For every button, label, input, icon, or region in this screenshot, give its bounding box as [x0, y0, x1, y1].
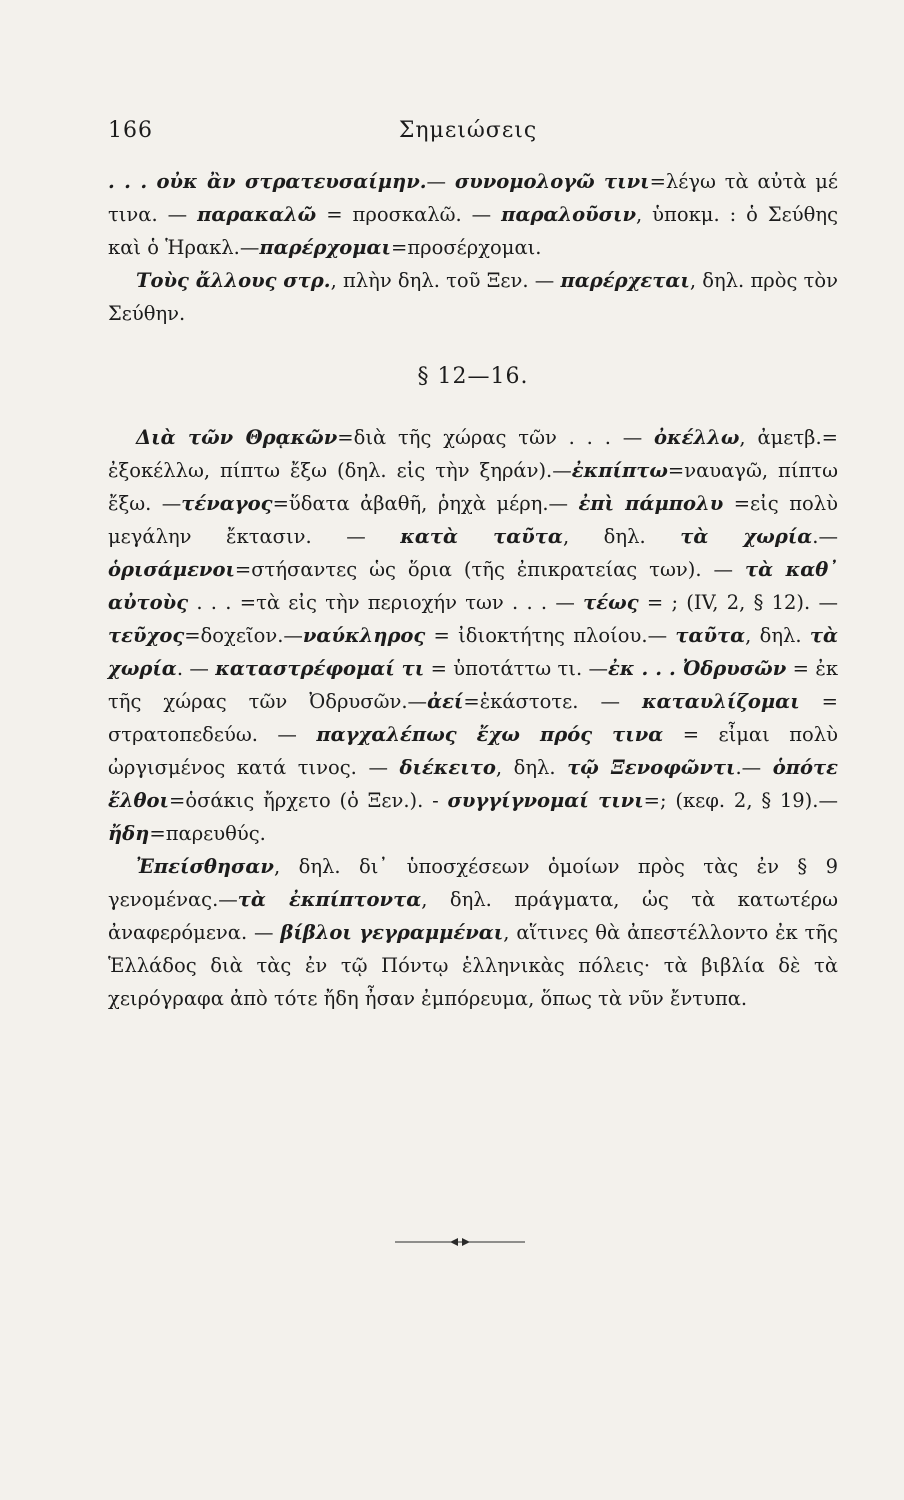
glossed-term: Τοὺς ἄλλους στρ.	[136, 269, 331, 292]
glossed-term: βίβλοι γεγραμμέναι	[280, 921, 504, 944]
glossed-term: καταστρέφομαί τι	[215, 657, 425, 680]
glossed-term: παρακαλῶ	[197, 203, 317, 226]
gloss-text: , δηλ. πρὸς τὸν Σεύθην.	[108, 269, 839, 325]
paragraph-3	[108, 421, 838, 850]
gloss-text: , δηλ.	[495, 756, 568, 779]
glossed-term: ἀεί	[427, 690, 464, 713]
glossed-term: ὁπότε ἔλθοι	[108, 756, 838, 812]
glossed-term: τῷ Ξενοφῶντι	[567, 756, 736, 779]
glossed-term: τεῦχος	[108, 624, 185, 647]
glossed-term: τὰ καθ᾽ αὐτοὺς	[108, 558, 839, 614]
gloss-text: = ἰδιοκτήτης πλοίου.—	[425, 624, 676, 647]
paragraph-4	[108, 850, 838, 1015]
gloss-text: . . . =τὰ εἰς τὴν περιοχήν των . . . —	[188, 591, 584, 614]
gloss-text: , ἀμετβ.= ἐξοκέλλω, πίπτω ἔξω (δηλ. εἰς τὴν ξηράν).—	[108, 426, 838, 482]
glossed-term: ταῦτα	[675, 624, 746, 647]
section-heading: § 12—16.	[417, 364, 529, 389]
gloss-text: . —	[176, 657, 216, 680]
gloss-text: , πλὴν δηλ. τοῦ Ξεν. —	[330, 269, 561, 292]
gloss-text: —	[426, 170, 455, 193]
gloss-text: =ὕδατα ἀβαθῆ, ῥηχὰ μέρη.—	[272, 492, 579, 515]
glossed-term: διέκειτο	[399, 756, 496, 779]
gloss-text: =ναυαγῶ, πίπτω ἔξω. —	[108, 459, 838, 515]
gloss-text: = προσκαλῶ. —	[316, 203, 502, 226]
gloss-text: , ὑποκμ. : ὁ Σεύθης καὶ ὁ Ἡρακλ.—	[108, 203, 838, 259]
glossed-term: τέναγος	[181, 492, 273, 515]
end-ornament	[395, 1236, 525, 1248]
gloss-text: =στήσαντες ὡς ὅρια (τῆς ἐπικρατείας των). —	[234, 558, 745, 581]
gloss-text: , δηλ.	[562, 525, 681, 548]
gloss-text: =διὰ τῆς χώρας τῶν . . . —	[337, 426, 655, 449]
page-number: 166	[108, 118, 153, 143]
glossed-term: κατὰ ταῦτα	[400, 525, 563, 548]
glossed-term: ἐκπίπτω	[571, 459, 668, 482]
glossed-term: . . . οὐκ ἂν στρατευσαίμην.	[108, 170, 427, 193]
glossed-term: ἤδη	[108, 822, 150, 845]
gloss-text: = στρατοπεδεύω. —	[108, 690, 838, 746]
gloss-text: =παρευθύς.	[149, 822, 266, 845]
glossed-term: παρέρχομαι	[259, 236, 391, 259]
glossed-term: συγγίγνομαί τινι	[447, 789, 644, 812]
paragraph-1	[108, 165, 838, 264]
glossed-term: ὁρισάμενοι	[108, 558, 235, 581]
gloss-text: =εἰς πολὺ μεγάλην ἔκτασιν. —	[108, 492, 838, 548]
glossed-term: παραλοῦσιν	[501, 203, 636, 226]
glossed-term: τὰ ἐκπίπτοντα	[237, 888, 422, 911]
gloss-text: , δηλ. δι᾽ ὑποσχέσεων ὁμοίων πρὸς τὰς ἐν § 9 γενομένας.—	[108, 855, 838, 911]
glossed-term: παγχαλέπως ἔχω πρός τινα	[316, 723, 664, 746]
glossed-term: τὰ χωρία	[108, 624, 838, 680]
running-head: Σημειώσεις	[398, 118, 538, 143]
gloss-text: =ὁσάκις ἤρχετο (ὁ Ξεν.). -	[168, 789, 448, 812]
glossed-term: ἐκ . . . Ὀδρυσῶν	[608, 657, 787, 680]
gloss-text: =προσέρχομαι.	[391, 236, 542, 259]
glossed-term: τὰ χωρία	[680, 525, 813, 548]
glossed-term: τέως	[583, 591, 639, 614]
gloss-text: =ἑκάστοτε. —	[463, 690, 642, 713]
glossed-term: παρέρχεται	[560, 269, 690, 292]
gloss-text: =; (κεφ. 2, § 19).—	[643, 789, 838, 812]
glossed-term: ναύκληρος	[302, 624, 426, 647]
glossed-term: Ἐπείσθησαν	[136, 855, 274, 878]
gloss-text: = ὑποτάττω τι. —	[424, 657, 609, 680]
glossed-term: ἐπὶ πάμπολυ	[578, 492, 724, 515]
glossed-term: καταυλίζομαι	[641, 690, 800, 713]
notes-body	[108, 165, 838, 1015]
glossed-term: συνομολογῶ τινι	[454, 170, 650, 193]
gloss-text: = εἶμαι πολὺ ὠργισμένος κατά τινος. —	[108, 723, 838, 779]
paragraph-2	[108, 264, 838, 330]
gloss-text: , δηλ.	[745, 624, 810, 647]
gloss-text: .—	[735, 756, 773, 779]
gloss-text: .—	[812, 525, 838, 548]
glossed-term: Διὰ τῶν Θρᾳκῶν	[136, 426, 338, 449]
gloss-text: =δοχεῖον.—	[184, 624, 303, 647]
gloss-text: , δηλ. πράγματα, ὡς τὰ κατωτέρω ἀναφερόμενα. —	[108, 888, 838, 944]
page-header	[108, 118, 828, 150]
gloss-text: = ἐκ τῆς χώρας τῶν Ὀδρυσῶν.—	[108, 657, 839, 713]
gloss-text: , αἵτινες θὰ ἀπεστέλλοντο ἐκ τῆς Ἑλλάδος διὰ τὰς ἐν τῷ Πόντῳ ἑλληνικὰς πόλεις· τὰ βιβλία δὲ τὰ χειρόγραφα ἀπὸ τότε ἤδη ἦσαν ἐμπόρευμα, ὅπως τὰ νῦν ἔντυπα.	[108, 921, 838, 1010]
gloss-text: =λέγω τὰ αὐτὰ μέ τινα. —	[108, 170, 838, 226]
gloss-text: = ; (IV, 2, § 12). —	[638, 591, 838, 614]
glossed-term: ὀκέλλω	[654, 426, 740, 449]
